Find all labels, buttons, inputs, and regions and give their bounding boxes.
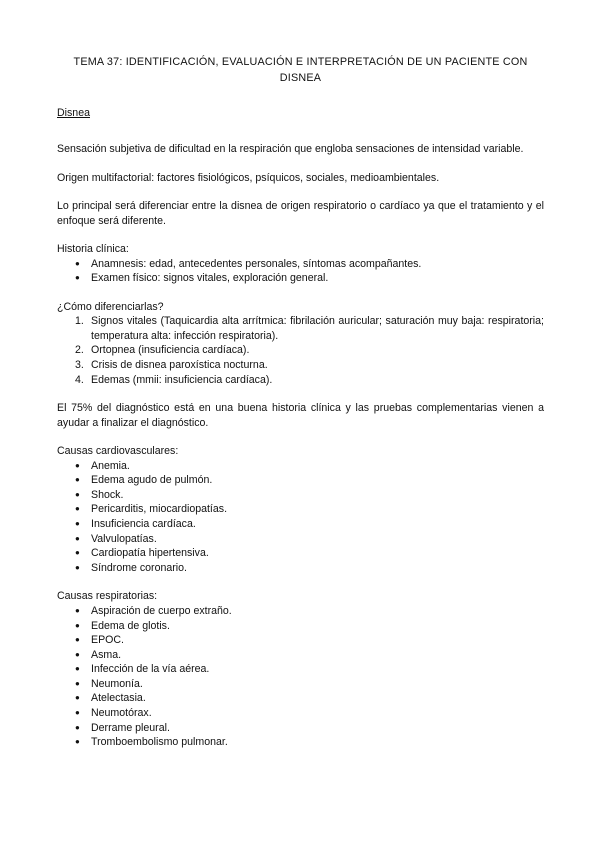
list-item: ● Valvulopatías. — [57, 532, 544, 547]
principal-paragraph: Lo principal será diferenciar entre la disnea de origen respiratorio o cardíaco ya que el tratamiento y el enfoque será diferente. — [57, 200, 544, 227]
definition-paragraph: Sensación subjetiva de dificultad en la respiración que engloba sensaciones de intensidad variable. — [57, 143, 524, 155]
list-item: ● Neumotórax. — [57, 706, 544, 721]
diferenciar-section — [57, 300, 544, 387]
list-item — [57, 373, 544, 388]
list-number: 1. — [75, 315, 84, 328]
list-item: ● Atelectasia. — [57, 691, 544, 706]
list-text: Ortopnea (insuficiencia cardíaca). — [91, 344, 250, 357]
cardio-label: Causas cardiovasculares: — [57, 445, 179, 458]
list-number: 2. — [75, 344, 84, 357]
list-item: ● Pericarditis, miocardiopatías. — [57, 502, 544, 517]
historia-section — [57, 242, 544, 286]
list-item: ● Neumonía. — [57, 677, 544, 692]
list-item: ● Síndrome coronario. — [57, 561, 544, 576]
list-item: ● Edema agudo de pulmón. — [57, 473, 544, 488]
origin-paragraph: Origen multifactorial: factores fisiológicos, psíquicos, sociales, medioambientales. — [57, 171, 440, 184]
title-line-2: DISNEA — [279, 72, 322, 84]
document-page — [57, 54, 544, 750]
list-item: ● Examen físico: signos vitales, exploración general. — [57, 271, 544, 286]
list-item: ● Aspiración de cuerpo extraño. — [57, 604, 544, 619]
list-item: ● Cardiopatía hipertensiva. — [57, 546, 544, 561]
resp-label: Causas respiratorias: — [57, 590, 158, 603]
list-item — [57, 343, 544, 358]
list-item: ● Infección de la vía aérea. — [57, 662, 544, 677]
title-line-1: TEMA 37: IDENTIFICACIÓN, EVALUACIÓN E INTERPRETACIÓN DE UN PACIENTE CON — [73, 56, 528, 68]
list-item: ● Edema de glotis. — [57, 619, 544, 634]
diferenciar-label: ¿Cómo diferenciarlas? — [57, 300, 164, 313]
list-item: ● EPOC. — [57, 633, 544, 648]
list-text: Crisis de disnea paroxística nocturna. — [91, 358, 268, 371]
diferenciar-list — [57, 314, 544, 387]
list-item: ● Shock. — [57, 488, 544, 503]
list-number: 4. — [75, 373, 84, 386]
list-item — [57, 358, 544, 373]
list-item: ● Insuficiencia cardíaca. — [57, 517, 544, 532]
cardio-section — [57, 444, 544, 575]
historia-label: Historia clínica: — [57, 243, 129, 255]
list-item — [57, 314, 544, 343]
diagnosis-paragraph: El 75% del diagnóstico está en una buena historia clínica y las pruebas complementarias vienen a ayudar a finalizar el diagnóstico. — [57, 402, 544, 429]
cardio-list — [57, 459, 544, 576]
historia-list — [57, 257, 544, 286]
list-text: Edemas (mmii: insuficiencia cardíaca). — [91, 373, 273, 386]
list-text: Signos vitales (Taquicardia alta arrítmica: fibrilación auricular; saturación muy baja: respiratoria; temperatura alta: infección respiratoria). — [91, 315, 544, 342]
resp-list — [57, 604, 544, 750]
list-number: 3. — [75, 358, 84, 371]
list-item: ● Derrame pleural. — [57, 721, 544, 736]
section-heading: Disnea — [57, 107, 90, 119]
list-item: ● Anemia. — [57, 459, 544, 474]
document-title — [57, 54, 544, 86]
list-item: ● Asma. — [57, 648, 544, 663]
list-item: ● Anamnesis: edad, antecedentes personales, síntomas acompañantes. — [57, 257, 544, 272]
list-item: ● Tromboembolismo pulmonar. — [57, 735, 544, 750]
resp-section — [57, 589, 544, 749]
